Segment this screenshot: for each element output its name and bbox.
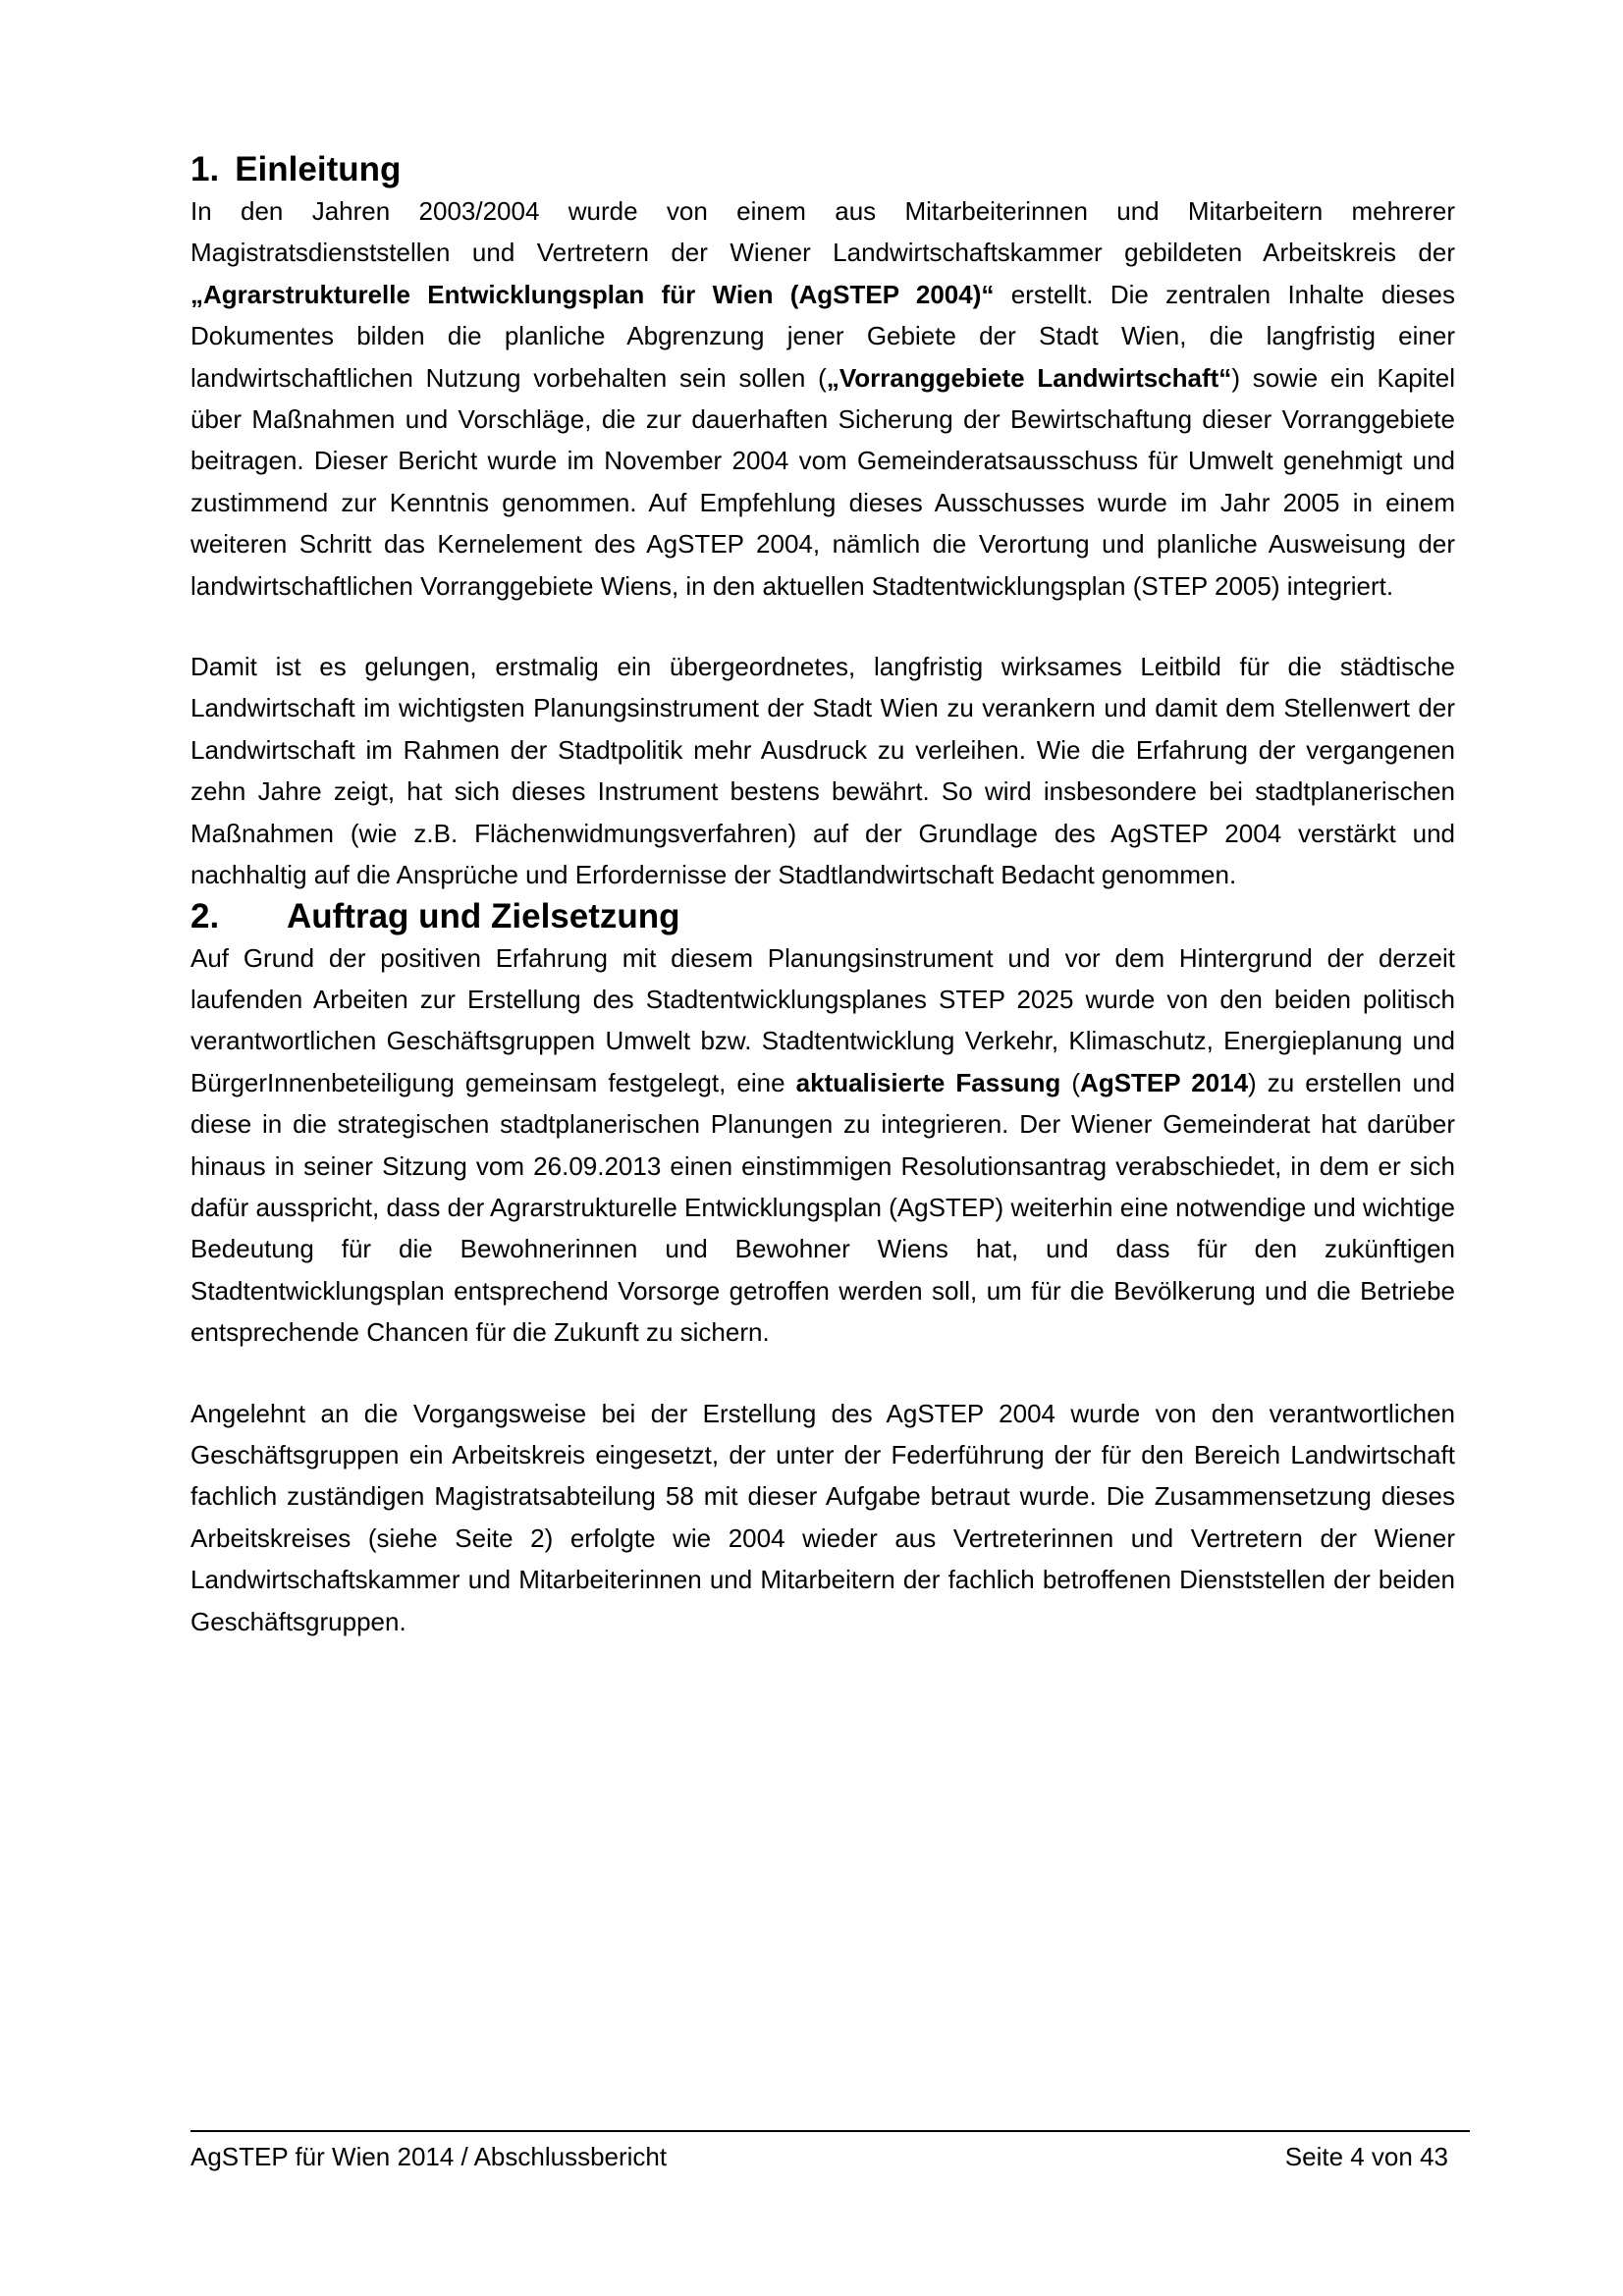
text-segment: Angelehnt an die Vorgangsweise bei der Erstellung des AgSTEP 2004 wurde von den verantwortlichen Geschäftsgruppen ein Arbeitskreis eingesetzt, der unter der Federführung der für den Bereich Landwirtschaft fachlich zuständigen Magistratsabteilung 58 mit dieser Aufgabe betraut wurde. Die Zusammensetzung dieses Arbeitskreises (siehe Seite 2) erfolgte wie 2004 wieder aus Vertreterinnen und Vertretern der Wiener Landwirtschaftskammer und Mitarbeiterinnen und Mitarbeitern der fachlich betroffenen Dienststellen der beiden Geschäftsgruppen.	[190, 1398, 1455, 1636]
page-footer	[190, 2130, 1470, 2173]
section-number: 1.	[190, 150, 220, 188]
page-content	[190, 149, 1455, 1642]
text-segment: erstellt. Die zentralen Inhalte dieses Dokumentes bilden die planliche Abgrenzung jener Gebiete der Stadt Wien, die langfristig einer landwirtschaftlichen Nutzung vorbehalten sein sollen (	[190, 279, 1455, 393]
text-segment: ) sowie ein Kapitel über Maßnahmen und Vorschläge, die zur dauerhaften Sicherung der Bewirtschaftung dieser Vorranggebiete beitragen. Dieser Bericht wurde im November 2004 vom Gemeinderatsausschuss für Umwelt genehmigt und zustimmend zur Kenntnis genommen. Auf Empfehlung dieses Ausschusses wurde im Jahr 2005 in einem weiteren Schritt das Kernelement des AgSTEP 2004, nämlich die Verortung und planliche Ausweisung der landwirtschaftlichen Vorranggebiete Wiens, in den aktuellen Stadtentwicklungsplan (STEP 2005) integriert.	[190, 362, 1455, 601]
section-number: 2.	[190, 896, 220, 935]
page-number: Seite 4 von 43	[1284, 2142, 1448, 2171]
section-heading-einleitung	[190, 149, 1455, 190]
paragraph-auftrag-1	[190, 937, 1455, 1354]
section-title: Auftrag und Zielsetzung	[287, 896, 680, 935]
section-title: Einleitung	[235, 150, 402, 188]
paragraph-einleitung-1	[190, 190, 1455, 607]
text-segment: Damit ist es gelungen, erstmalig ein übergeordnetes, langfristig wirksames Leitbild für die städtische Landwirtschaft im wichtigsten Planungsinstrument der Stadt Wien zu verankern und damit dem Stellenwert der Landwirtschaft im Rahmen der Stadtpolitik mehr Ausdruck zu verleihen. Wie die Erfahrung der vergangenen zehn Jahre zeigt, hat sich dieses Instrument bestens bewährt. So wird insbesondere bei stadtplanerischen Maßnahmen (wie z.B. Flächenwidmungsverfahren) auf der Grundlage des AgSTEP 2004 verstärkt und nachhaltig auf die Ansprüche und Erfordernisse der Stadtlandwirtschaft Bedacht genommen.	[190, 652, 1455, 890]
text-segment-bold: „Agrarstrukturelle Entwicklungsplan für Wien (AgSTEP 2004)“	[190, 279, 995, 309]
footer-title: AgSTEP für Wien 2014 / Abschlussbericht	[190, 2142, 668, 2171]
text-segment-bold: AgSTEP 2014	[1080, 1067, 1249, 1097]
text-segment: ) zu erstellen und diese in die strategischen stadtplanerischen Planungen zu integrieren. Der Wiener Gemeinderat hat darüber hinaus in seiner Sitzung vom 26.09.2013 einen einstimmigen Resolutionsantrag verabschiedet, in dem er sich dafür ausspricht, dass der Agrarstrukturelle Entwicklungsplan (AgSTEP) weiterhin eine notwendige und wichtige Bedeutung für die Bewohnerinnen und Bewohner Wiens hat, und dass für den zukünftigen Stadtentwicklungsplan entsprechend Vorsorge getroffen werden soll, um für die Bevölkerung und die Betriebe entsprechende Chancen für die Zukunft zu sichern.	[190, 1067, 1455, 1348]
paragraph-auftrag-2	[190, 1393, 1455, 1642]
text-segment-bold: aktualisierte Fassung	[795, 1067, 1061, 1097]
text-segment: In den Jahren 2003/2004 wurde von einem aus Mitarbeiterinnen und Mitarbeitern mehrerer Magistratsdienststellen und Vertretern der Wiener Landwirtschaftskammer gebildeten Arbeitskreis der	[190, 196, 1455, 268]
text-segment-bold: „Vorranggebiete Landwirtschaft“	[826, 362, 1232, 393]
paragraph-einleitung-2	[190, 646, 1455, 895]
text-segment: Auf Grund der positiven Erfahrung mit diesem Planungsinstrument und vor dem Hintergrund der derzeit laufenden Arbeiten zur Erstellung des Stadtentwicklungsplanes STEP 2025 wurde von den beiden politisch verantwortlichen Geschäftsgruppen Umwelt bzw. Stadtentwicklung Verkehr, Klimaschutz, Energieplanung und BürgerInnenbeteiligung gemeinsam festgelegt, eine	[190, 942, 1455, 1097]
section-heading-auftrag-und-zielsetzung	[190, 896, 1455, 937]
text-segment: (	[1060, 1067, 1081, 1097]
